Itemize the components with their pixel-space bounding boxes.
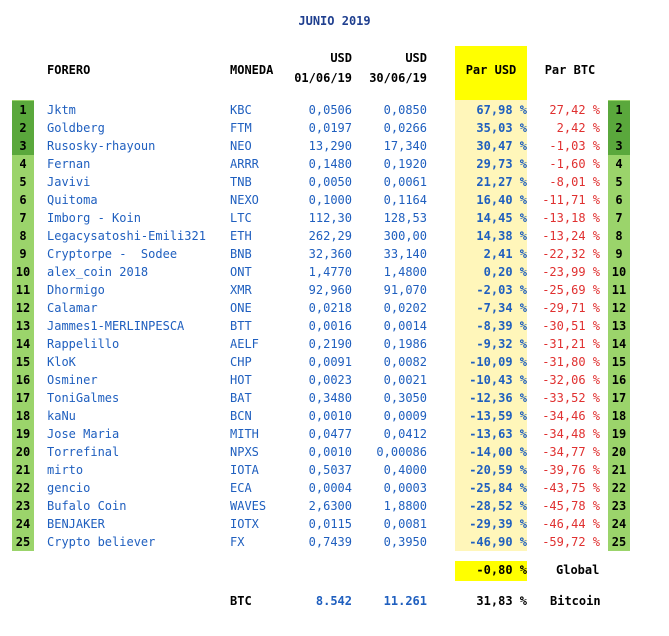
rank-right: 21 xyxy=(611,463,627,477)
table-row xyxy=(0,281,669,299)
forero-name: BENJAKER xyxy=(47,517,105,531)
coin-symbol: LTC xyxy=(230,211,252,225)
rank-right: 12 xyxy=(611,301,627,315)
par-usd-value: -7,34 % xyxy=(476,301,527,315)
header-usd1: USD xyxy=(330,51,352,65)
par-usd-value: -9,32 % xyxy=(476,337,527,351)
forero-name: Goldberg xyxy=(47,121,105,135)
coin-symbol: BAT xyxy=(230,391,252,405)
rank-left: 6 xyxy=(19,193,27,207)
btc-label: BTC xyxy=(230,594,252,608)
rank-left: 15 xyxy=(15,355,31,369)
par-usd-value: -13,63 % xyxy=(469,427,527,441)
coin-symbol: TNB xyxy=(230,175,252,189)
coin-symbol: IOTA xyxy=(230,463,259,477)
usd-start: 0,7439 xyxy=(308,535,352,549)
usd-start: 0,5037 xyxy=(308,463,352,477)
forero-name: Torrefinal xyxy=(47,445,120,459)
usd-end: 0,1164 xyxy=(383,193,427,207)
par-btc-value: -1,60 % xyxy=(549,157,600,171)
coin-symbol: FX xyxy=(230,535,245,549)
par-usd-value: 16,40 % xyxy=(476,193,527,207)
rank-left: 23 xyxy=(15,499,31,513)
forero-name: Imborg - Koin xyxy=(47,211,141,225)
coin-symbol: NPXS xyxy=(230,445,259,459)
par-btc-value: -23,99 % xyxy=(542,265,600,279)
usd-end: 0,00086 xyxy=(376,445,427,459)
usd-end: 0,0266 xyxy=(383,121,427,135)
coin-symbol: BTT xyxy=(230,319,252,333)
par-usd-value: -10,09 % xyxy=(469,355,527,369)
par-btc-value: -45,78 % xyxy=(542,499,600,513)
usd-end: 0,3950 xyxy=(383,535,427,549)
par-btc-value: -39,76 % xyxy=(542,463,600,477)
rank-right: 14 xyxy=(611,337,627,351)
header-usd2-date: 30/06/19 xyxy=(369,71,427,85)
coin-symbol: ONT xyxy=(230,265,252,279)
par-usd-value: 14,45 % xyxy=(476,211,527,225)
table-row xyxy=(0,101,669,119)
rank-left: 14 xyxy=(15,337,31,351)
table-row xyxy=(0,317,669,335)
usd-end: 0,0021 xyxy=(383,373,427,387)
usd-start: 32,360 xyxy=(308,247,352,261)
par-btc-value: -1,03 % xyxy=(549,139,600,153)
usd-start: 0,0218 xyxy=(308,301,352,315)
par-usd-value: -25,84 % xyxy=(469,481,527,495)
par-btc-value: -11,71 % xyxy=(542,193,600,207)
table-row xyxy=(0,497,669,515)
forero-name: Jammes1-MERLINPESCA xyxy=(47,319,185,333)
par-usd-value: 30,47 % xyxy=(476,139,527,153)
rank-right: 9 xyxy=(615,247,623,261)
rank-left: 2 xyxy=(12,119,34,137)
usd-end: 1,8800 xyxy=(383,499,427,513)
rank-right: 4 xyxy=(615,157,623,171)
table-row xyxy=(0,227,669,245)
btc-name: Bitcoin xyxy=(550,594,601,608)
coin-symbol: KBC xyxy=(230,103,252,117)
usd-start: 0,3480 xyxy=(308,391,352,405)
rank-right: 19 xyxy=(611,427,627,441)
forero-name: KloK xyxy=(47,355,76,369)
rank-right: 3 xyxy=(608,137,630,155)
coin-symbol: XMR xyxy=(230,283,252,297)
forero-name: Quitoma xyxy=(47,193,98,207)
usd-start: 0,0197 xyxy=(308,121,352,135)
usd-end: 1,4800 xyxy=(383,265,427,279)
rank-left: 13 xyxy=(15,319,31,333)
table-row xyxy=(0,191,669,209)
rank-left: 4 xyxy=(19,157,27,171)
forero-name: gencio xyxy=(47,481,91,495)
usd-start: 0,0004 xyxy=(308,481,352,495)
table-row xyxy=(0,533,669,551)
forero-name: Rusosky-rhayoun xyxy=(47,139,156,153)
par-usd-value: -29,39 % xyxy=(469,517,527,531)
rank-left: 7 xyxy=(19,211,27,225)
forero-name: Rappelillo xyxy=(47,337,120,351)
btc-usd2: 11.261 xyxy=(383,594,427,608)
rank-left: 5 xyxy=(19,175,27,189)
forero-name: Javivi xyxy=(47,175,91,189)
rank-left: 11 xyxy=(15,283,31,297)
forero-name: Bufalo Coin xyxy=(47,499,127,513)
usd-end: 0,0202 xyxy=(383,301,427,315)
usd-start: 1,4770 xyxy=(308,265,352,279)
rank-right: 18 xyxy=(611,409,627,423)
forero-name: Jose Maria xyxy=(47,427,120,441)
rank-left: 22 xyxy=(15,481,31,495)
usd-start: 92,960 xyxy=(308,283,352,297)
usd-start: 2,6300 xyxy=(308,499,352,513)
coin-symbol: MITH xyxy=(230,427,259,441)
coin-symbol: ETH xyxy=(230,229,252,243)
par-btc-value: -31,80 % xyxy=(542,355,600,369)
forero-name: Legacysatoshi-Emili321 xyxy=(47,229,206,243)
header-moneda: MONEDA xyxy=(230,63,274,77)
rank-right: 6 xyxy=(615,193,623,207)
usd-end: 0,1920 xyxy=(383,157,427,171)
par-btc-value: -31,21 % xyxy=(542,337,600,351)
table-row xyxy=(0,137,669,155)
coin-symbol: WAVES xyxy=(230,499,267,513)
par-usd-value: 35,03 % xyxy=(476,121,527,135)
rank-right: 13 xyxy=(611,319,627,333)
forero-name: Osminer xyxy=(47,373,98,387)
rank-left: 1 xyxy=(12,101,34,119)
usd-end: 0,0082 xyxy=(383,355,427,369)
table-row xyxy=(0,407,669,425)
rank-right: 17 xyxy=(611,391,627,405)
usd-start: 0,0115 xyxy=(308,517,352,531)
usd-end: 0,0003 xyxy=(383,481,427,495)
rank-right: 11 xyxy=(611,283,627,297)
rank-left: 17 xyxy=(15,391,31,405)
forero-name: Crypto believer xyxy=(47,535,156,549)
usd-end: 17,340 xyxy=(383,139,427,153)
table-row xyxy=(0,155,669,173)
usd-start: 0,0091 xyxy=(308,355,352,369)
par-btc-value: -33,52 % xyxy=(542,391,600,405)
forero-name: Calamar xyxy=(47,301,98,315)
usd-start: 0,0010 xyxy=(308,445,352,459)
forero-name: kaNu xyxy=(47,409,76,423)
par-usd-value: 67,98 % xyxy=(476,103,527,117)
usd-end: 33,140 xyxy=(383,247,427,261)
usd-start: 0,0506 xyxy=(308,103,352,117)
par-btc-value: -30,51 % xyxy=(542,319,600,333)
par-usd-value: -20,59 % xyxy=(469,463,527,477)
par-btc-value: -46,44 % xyxy=(542,517,600,531)
usd-end: 0,0061 xyxy=(383,175,427,189)
par-usd-value: -12,36 % xyxy=(469,391,527,405)
par-usd-value: -28,52 % xyxy=(469,499,527,513)
par-btc-value: 27,42 % xyxy=(549,103,600,117)
coin-symbol: IOTX xyxy=(230,517,259,531)
rank-left: 24 xyxy=(15,517,31,531)
usd-end: 0,3050 xyxy=(383,391,427,405)
par-usd-value: 21,27 % xyxy=(476,175,527,189)
usd-end: 0,0412 xyxy=(383,427,427,441)
usd-start: 0,0016 xyxy=(308,319,352,333)
rank-right: 16 xyxy=(611,373,627,387)
usd-start: 112,30 xyxy=(308,211,352,225)
usd-end: 0,0850 xyxy=(383,103,427,117)
table-row xyxy=(0,299,669,317)
coin-symbol: AELF xyxy=(230,337,259,351)
par-btc-value: -32,06 % xyxy=(542,373,600,387)
btc-par: 31,83 % xyxy=(476,594,527,608)
rank-left: 8 xyxy=(19,229,27,243)
par-usd-value: -46,90 % xyxy=(469,535,527,549)
table-row xyxy=(0,479,669,497)
rank-left: 20 xyxy=(15,445,31,459)
par-btc-value: -8,01 % xyxy=(549,175,600,189)
usd-end: 0,0081 xyxy=(383,517,427,531)
rank-right: 23 xyxy=(611,499,627,513)
usd-start: 0,0050 xyxy=(308,175,352,189)
par-btc-value: -43,75 % xyxy=(542,481,600,495)
table-row xyxy=(0,425,669,443)
rank-right: 1 xyxy=(608,101,630,119)
header-forero: FORERO xyxy=(47,63,91,77)
coin-symbol: BCN xyxy=(230,409,252,423)
rank-right: 2 xyxy=(608,119,630,137)
table-row xyxy=(0,119,669,137)
table-row xyxy=(0,461,669,479)
usd-end: 91,070 xyxy=(383,283,427,297)
par-usd-value: 14,38 % xyxy=(476,229,527,243)
coin-symbol: BNB xyxy=(230,247,252,261)
coin-symbol: CHP xyxy=(230,355,252,369)
usd-start: 0,1000 xyxy=(308,193,352,207)
par-btc-value: -59,72 % xyxy=(542,535,600,549)
coin-symbol: HOT xyxy=(230,373,252,387)
par-btc-value: -34,77 % xyxy=(542,445,600,459)
coin-symbol: ARRR xyxy=(230,157,259,171)
rank-right: 22 xyxy=(611,481,627,495)
coin-symbol: FTM xyxy=(230,121,252,135)
rank-left: 3 xyxy=(12,137,34,155)
rank-left: 19 xyxy=(15,427,31,441)
table-row xyxy=(0,263,669,281)
table-row xyxy=(0,335,669,353)
header-usd1-date: 01/06/19 xyxy=(294,71,352,85)
global-label: Global xyxy=(556,563,600,577)
par-btc-value: -22,32 % xyxy=(542,247,600,261)
forero-name: Cryptorpe - Sodee xyxy=(47,247,178,261)
par-usd-value: -13,59 % xyxy=(469,409,527,423)
global-value: -0,80 % xyxy=(476,563,527,577)
par-usd-value: -2,03 % xyxy=(476,283,527,297)
par-btc-value: -34,46 % xyxy=(542,409,600,423)
par-usd-value: 29,73 % xyxy=(476,157,527,171)
usd-start: 262,29 xyxy=(308,229,352,243)
table-row xyxy=(0,389,669,407)
par-btc-value: -29,71 % xyxy=(542,301,600,315)
usd-start: 0,0477 xyxy=(308,427,352,441)
btc-usd1: 8.542 xyxy=(315,594,352,608)
par-usd-value: 0,20 % xyxy=(483,265,527,279)
rank-right: 7 xyxy=(615,211,623,225)
forero-name: alex_coin 2018 xyxy=(47,265,149,279)
forero-name: Jktm xyxy=(47,103,76,117)
rank-right: 24 xyxy=(611,517,627,531)
rank-right: 20 xyxy=(611,445,627,459)
rank-right: 5 xyxy=(615,175,623,189)
coin-symbol: ECA xyxy=(230,481,252,495)
coin-symbol: NEO xyxy=(230,139,252,153)
table-row xyxy=(0,443,669,461)
header-par-usd: Par USD xyxy=(465,63,517,77)
table-row xyxy=(0,353,669,371)
table-row xyxy=(0,245,669,263)
table-row xyxy=(0,371,669,389)
header-usd2: USD xyxy=(405,51,427,65)
table-row xyxy=(0,209,669,227)
coin-symbol: ONE xyxy=(230,301,252,315)
usd-start: 0,2190 xyxy=(308,337,352,351)
par-usd-value: -14,00 % xyxy=(469,445,527,459)
rank-left: 21 xyxy=(15,463,31,477)
par-btc-value: -34,48 % xyxy=(542,427,600,441)
usd-end: 0,4000 xyxy=(383,463,427,477)
forero-name: mirto xyxy=(47,463,84,477)
rank-right: 8 xyxy=(615,229,623,243)
forero-name: Dhormigo xyxy=(47,283,105,297)
table-row xyxy=(0,173,669,191)
coin-symbol: NEXO xyxy=(230,193,259,207)
usd-end: 0,1986 xyxy=(383,337,427,351)
forero-name: ToniGalmes xyxy=(47,391,120,405)
rank-left: 18 xyxy=(15,409,31,423)
page-title: JUNIO 2019 xyxy=(298,14,371,28)
rank-right: 10 xyxy=(611,265,627,279)
usd-end: 0,0014 xyxy=(383,319,427,333)
rank-left: 12 xyxy=(15,301,31,315)
rank-right: 15 xyxy=(611,355,627,369)
usd-end: 128,53 xyxy=(383,211,427,225)
par-btc-value: 2,42 % xyxy=(556,121,600,135)
rank-left: 9 xyxy=(19,247,27,261)
rank-left: 16 xyxy=(15,373,31,387)
forero-name: Fernan xyxy=(47,157,91,171)
par-btc-value: -13,18 % xyxy=(542,211,600,225)
usd-start: 0,1480 xyxy=(308,157,352,171)
rank-right: 25 xyxy=(611,535,627,549)
rank-left: 10 xyxy=(15,265,31,279)
par-usd-value: -10,43 % xyxy=(469,373,527,387)
usd-start: 0,0010 xyxy=(308,409,352,423)
rank-left: 25 xyxy=(15,535,31,549)
usd-start: 13,290 xyxy=(308,139,352,153)
usd-end: 0,0009 xyxy=(383,409,427,423)
usd-end: 300,00 xyxy=(383,229,427,243)
par-btc-value: -13,24 % xyxy=(542,229,600,243)
par-usd-value: -8,39 % xyxy=(476,319,527,333)
table-row xyxy=(0,515,669,533)
par-usd-value: 2,41 % xyxy=(483,247,527,261)
header-par-btc: Par BTC xyxy=(544,63,596,77)
usd-start: 0,0023 xyxy=(308,373,352,387)
par-btc-value: -25,69 % xyxy=(542,283,600,297)
